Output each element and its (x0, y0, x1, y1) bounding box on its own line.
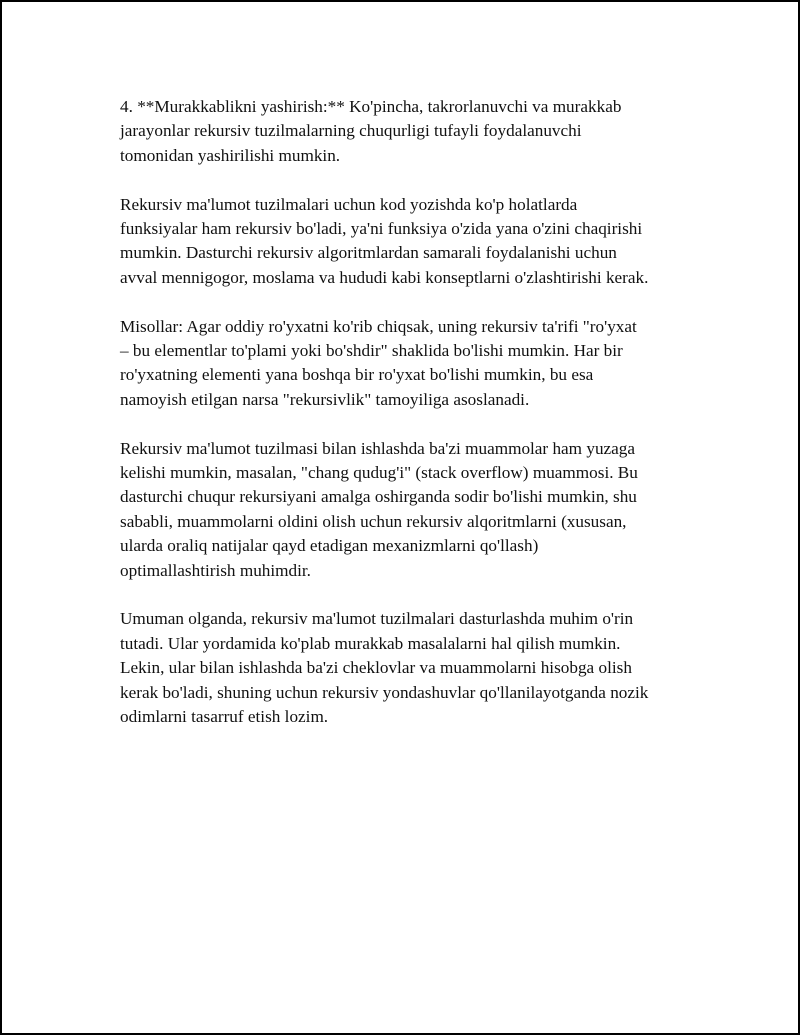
text-line: 4. **Murakkablikni yashirish:** Ko'pincha, takrorlanuvchi va murakkab (120, 97, 622, 116)
text-line: Rekursiv ma'lumot tuzilmasi bilan ishlashda ba'zi muammolar ham yuzaga (120, 438, 636, 458)
text-line: avval mennigogor, moslama va hududi kabi konseptlarni o'zlashtirishi kerak. (120, 267, 649, 287)
text-line: Rekursiv ma'lumot tuzilmalari uchun kod yozishda ko'p holatlarda (120, 194, 578, 214)
text-line: jarayonlar rekursiv tuzilmalarning chuqurligi tufayli foydalanuvchi (120, 121, 582, 141)
text-line: tomonidan yashirilishi mumkin. (120, 145, 341, 165)
text-line: kerak bo'ladi, shuning uchun rekursiv yondashuvlar qo'llanilayotganda nozik (120, 682, 649, 702)
text-line: odimlarni tasarruf etish lozim. (120, 707, 329, 727)
document-body (120, 95, 700, 754)
text-line: mumkin. Dasturchi rekursiv algoritmlardan samarali foydalanishi uchun (120, 243, 617, 263)
text-line: Misollar: Agar oddiy ro'yxatni ko'rib chiqsak, uning rekursiv ta'rifi "ro'yxat (120, 316, 637, 336)
text-line: Umuman olganda, rekursiv ma'lumot tuzilmalari dasturlashda muhim o'rin (120, 609, 634, 629)
paragraph-umuman-olganda (120, 607, 700, 729)
paragraph-murakkablikni-yashirish (120, 95, 700, 168)
text-line: ularda oraliq natijalar qayd etadigan mexanizmlarni qo'llash) (120, 536, 539, 556)
paragraph-muammolar (120, 437, 700, 583)
text-line: namoyish etilgan narsa "rekursivlik" tamoyiliga asoslanadi. (120, 389, 530, 409)
text-line: funksiyalar ham rekursiv bo'ladi, ya'ni funksiya o'zida yana o'zini chaqirishi (120, 219, 643, 239)
text-line: tutadi. Ular yordamida ko'plab murakkab masalalarni hal qilish mumkin. (120, 633, 621, 653)
text-line: sababli, muammolarni oldini olish uchun rekursiv alqoritmlarni (xususan, (120, 511, 627, 531)
text-line: optimallashtirish muhimdir. (120, 560, 311, 580)
text-line: kelishi mumkin, masalan, "chang qudug'i" (stack overflow) muammosi. Bu (120, 463, 638, 483)
text-line: ro'yxatning elementi yana boshqa bir ro'yxat bo'lishi mumkin, bu esa (120, 365, 594, 385)
text-line: dasturchi chuqur rekursiyani amalga oshirganda sodir bo'lishi mumkin, shu (120, 487, 637, 507)
paragraph-misollar (120, 315, 700, 413)
text-line: – bu elementlar to'plami yoki bo'shdir" shaklida bo'lishi mumkin. Har bir (120, 341, 623, 361)
text-line: Lekin, ular bilan ishlashda ba'zi cheklovlar va muammolarni hisobga olish (120, 658, 632, 678)
paragraph-rekursiv-funksiyalar (120, 193, 700, 291)
